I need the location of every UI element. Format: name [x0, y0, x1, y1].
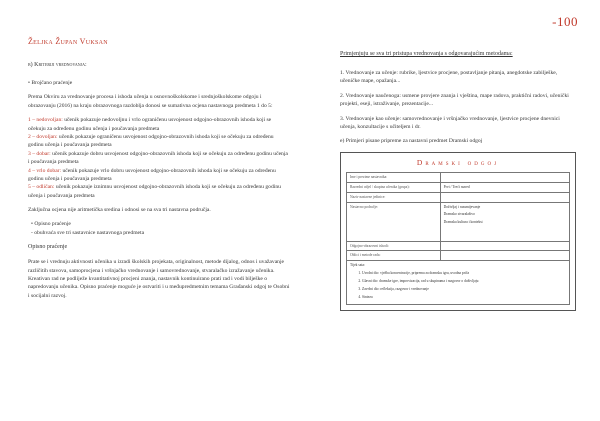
row-label: Nastavno područje:: [347, 202, 441, 241]
bullet-numeric: • Brojčano praćenje: [28, 80, 73, 86]
domain-item: Dramska kultura i kontekst: [443, 220, 483, 225]
row-label: Oblici i metode rada:: [347, 251, 441, 261]
paragraph-descriptive: Prate se i vrednuju aktivnosti učenika u izradi školskih projekata, originalnost, metode dijalog, odnos i uvažavanje različitih stavova, samoprocjena i vršnjačko vrednovanje i samovrednovanje, stvaralačko izražavanje učenika. Kreativan rad ne podliježe kvantitativnoj procjeni znanja, nastavnik kontinuirano prati rad i vodi bilješke o napredovanju učenika. Opisno praćenje moguće je ostvariti i u međupredmetnim temama Građanski odgoj te Osobni i socijalni razvoj.: [28, 259, 290, 299]
author-name: Željka Župan Vuksan: [28, 37, 108, 46]
approach-item-3: 3. Vrednovanje kao učenje: samovrednovanje i vršnjačko vrednovanje, ljestvice procjene dnevnici učenja, konzultacije s učiteljem i dr.: [340, 115, 560, 130]
row-value: [440, 251, 569, 261]
descriptive-bullets: [28, 220, 290, 237]
row-label: Naziv nastavne jedinice:: [347, 192, 441, 202]
approach-item-2: 2. Vrednovanje naučenoga: usmene provjere znanja i vještina, mape radova, praktični radovi, učenički projekti, eseji, istraživanje, prezentacije...: [340, 92, 569, 108]
left-column: [28, 36, 290, 306]
step-item: 1. Uvodni dio: vježba koncentracije, priprema za dramsku igru, uvodna priča: [362, 271, 566, 276]
steps-list: [350, 271, 566, 299]
subheading-descriptive: Opisno praćenje: [28, 244, 68, 251]
approaches-heading: Primjenjuju se sva tri pristupa vrednovanja s odgovarajućim metodama:: [340, 51, 513, 57]
grading-criteria: [28, 116, 290, 200]
step-item: 4. Sinteza: [362, 295, 566, 300]
approach-item-1: 1. Vrednovanje za učenje: rubrike, ljestvice procjene, postavljanje pitanja, anegdotske zabilješke, učeničke mape, opažanja...: [340, 70, 558, 85]
row-label: Odgojno-obrazovni ishodi:: [347, 241, 441, 251]
section-heading: b) Kriteriji vrednovanja:: [28, 62, 87, 68]
row-value: [440, 172, 569, 182]
lesson-plan-form: [340, 152, 576, 312]
right-column: [340, 50, 576, 311]
row-value-domains: [440, 202, 569, 241]
form-title: Dramski odgoj: [416, 157, 500, 167]
criterion-2: 2 – dovoljan: učenik pokazuje ograničenu usvojenost odgojno-obrazovnih ishoda koji se očekuju za određenu godinu učenja i poučavanja predmeta: [28, 133, 274, 149]
domain-item: Doživljaj i razumijevanje: [443, 204, 481, 209]
table-row: [347, 202, 570, 241]
bullet-descriptive: • Opisno praćenje: [31, 221, 71, 228]
row-value: Prvi / Treći razred: [440, 182, 569, 192]
criterion-3: 3 – dobar: učenik pokazuje dobru usvojenost odgojno-obrazovnih ishoda koji se očekuju za određenu godinu učenja i poučavanja predmeta: [28, 150, 288, 166]
page-number: -100: [552, 14, 578, 29]
criterion-5: 5 – odličan: učenik pokazuje iznimnu usvojenost odgojno-obrazovnih ishoda koji se očekuju za određenu godinu učenja i poučavanja predmeta: [28, 184, 281, 199]
table-row: [347, 241, 570, 251]
lesson-steps-cell: [347, 261, 570, 305]
example-heading: e) Primjeri pisane pripreme za nastavni predmet Dramski odgoj: [340, 138, 483, 145]
table-row: [347, 261, 570, 305]
row-value: [440, 192, 569, 202]
row-label: Ime i prezime nastavnika:: [347, 172, 441, 182]
table-row: [347, 251, 570, 261]
table-row: [347, 172, 570, 182]
lesson-plan-table: [346, 172, 570, 305]
criterion-4: 4 – vrlo dobar: učenik pokazuje vrlo dobru usvojenost odgojno-obrazovnih ishoda koji se očekuju za određenu godinu učenja i poučavanja predmeta: [28, 167, 276, 182]
row-value: [440, 241, 569, 251]
table-row: [347, 192, 570, 202]
steps-label: Tijek sata:: [350, 263, 365, 268]
paragraph-final-grade: Zaključna ocjena nije aritmetička sredina i odnosi se na sva tri nastavna područja.: [28, 207, 211, 214]
domain-item: Dramsko stvaralaštvo: [443, 212, 475, 217]
paragraph-framework: Prema Okviru za vrednovanje procesa i ishoda učenja u osnovnoškolskome i srednjoškolskome odgoju i obrazovanju (2016) na kraju obrazovnoga razdoblja donosi se sumativna ocjena nastavnoga predmeta 1 do 5:: [28, 94, 273, 109]
criterion-1: 1 – nedovoljan: učenik pokazuje nedovoljnu i vrlo ograničenu usvojenost odgojno-obrazovnih ishoda koji se očekuju za određenu godinu učenja i poučavanja predmeta: [28, 117, 272, 132]
step-item: 3. Završni dio: refleksija, razgovor i vrednovanje: [362, 287, 566, 292]
row-label: Razredni odjel / skupina učenika (grupa):: [347, 182, 441, 192]
bullet-components: - obuhvaća sve tri sastavnice nastavnoga predmeta: [31, 229, 145, 236]
table-row: [347, 182, 570, 192]
step-item: 2. Glavni dio: dramske igre, improvizacija, rad u skupinama i razgovor o doživljaju: [362, 279, 566, 284]
